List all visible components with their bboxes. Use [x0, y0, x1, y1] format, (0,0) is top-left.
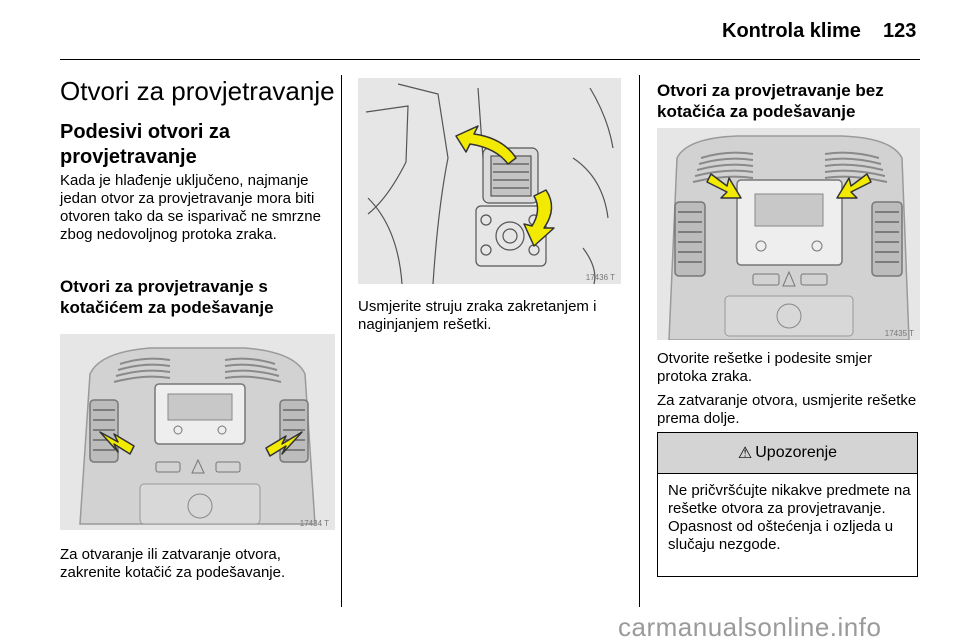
warning-header [658, 433, 917, 474]
figure-id: 17434 T [299, 519, 329, 528]
col2-caption: Usmjerite struju zraka zakretanjem i naginjanjem rešetki. [358, 298, 597, 333]
col1-heading: Podesivi otvori za provjetravanje [60, 121, 231, 168]
watermark: carmanualsonline.info [618, 612, 882, 642]
warning-text: Ne pričvršćujte nikakve predmete na rešetke otvora za provjetravanje. Opasnost od oštećenja i ozljeda u slučaju nezgode. [668, 482, 911, 553]
warning-box [657, 432, 918, 577]
col3-para2: Za zatvaranje otvora, usmjerite rešetke prema dolje. [657, 392, 917, 427]
col3-heading: Otvori za provjetravanje bez kotačića za podešavanje [657, 81, 884, 121]
column-divider-right [639, 75, 640, 607]
figure-id: 17436 T [585, 273, 615, 282]
header-title: Kontrola klime [722, 20, 861, 42]
warning-title: Upozorenje [755, 444, 838, 461]
warning-triangle-icon: ⚠ [737, 445, 753, 462]
col3-para1: Otvorite rešetke i podesite smjer protoka zraka. [657, 350, 873, 385]
page-number: 123 [883, 20, 917, 42]
figure-vent-adjust [358, 78, 621, 284]
page-header [0, 0, 960, 60]
figure-vents-without-wheel [657, 128, 920, 340]
figure-id: 17435 T [884, 329, 914, 338]
col1-intro: Kada je hlađenje uključeno, najmanje jedan otvor za provjetravanje mora biti otvoren tako da se isparivač ne smrzne zbog nedovoljnog protoka zraka. [60, 172, 321, 243]
col1-subheading: Otvori za provjetravanje s kotačićem za podešavanje [60, 277, 274, 317]
column-divider-left [341, 75, 342, 607]
figure-vents-with-wheel [60, 334, 335, 530]
col1-caption: Za otvaranje ili zatvaranje otvora, zakrenite kotačić za podešavanje. [60, 546, 286, 581]
section-title: Otvori za provjetravanje [60, 76, 335, 106]
header-rule [60, 59, 920, 60]
